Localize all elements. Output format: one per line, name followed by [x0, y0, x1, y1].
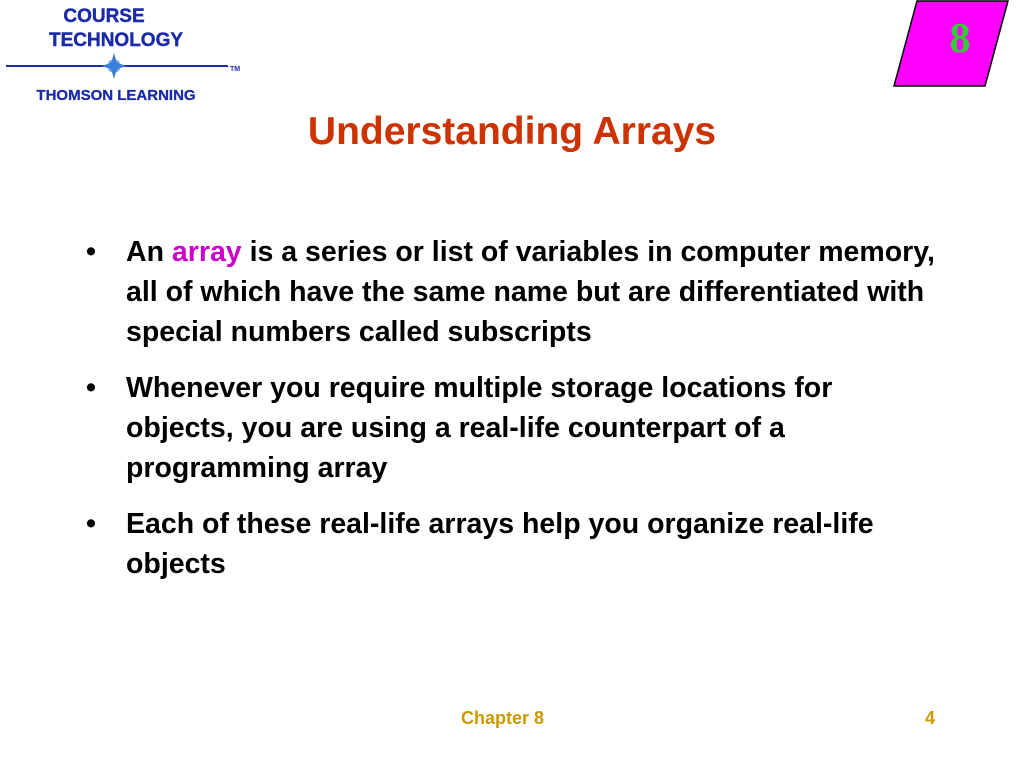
logo-line-technology: TECHNOLOGY — [48, 30, 184, 51]
bullet-symbol: • — [86, 508, 96, 540]
bullet-symbol: • — [86, 236, 96, 268]
chapter-badge-number: 8 — [949, 16, 971, 62]
bullet-list — [86, 232, 946, 600]
bullet-text: Whenever you require multiple storage locations for objects, you are using a real-life counterpart of a programming array — [126, 372, 833, 484]
highlighted-term: array — [171, 236, 242, 268]
bullet-item — [86, 232, 946, 352]
logo-line-course: COURSE — [63, 6, 145, 27]
bullet-item — [86, 504, 946, 584]
footer-chapter-label: Chapter 8 — [461, 708, 545, 728]
footer-page-number: 4 — [925, 708, 936, 728]
bullet-text: Each of these real-life arrays help you organize real-life objects — [126, 508, 874, 580]
course-technology-logo — [0, 0, 262, 108]
slide-title: Understanding Arrays — [307, 110, 717, 153]
logo-line-thomson: THOMSON LEARNING — [36, 87, 196, 104]
bullet-text-rest: is a series or list of variables in computer memory, all of which have the same name but are differentiated with special numbers called subscripts — [126, 236, 935, 348]
bullet-symbol: • — [86, 372, 96, 404]
logo-star-icon — [101, 53, 127, 79]
logo-trademark: TM — [230, 66, 241, 73]
bullet-item — [86, 368, 946, 488]
bullet-text-prefix: An — [126, 236, 172, 268]
